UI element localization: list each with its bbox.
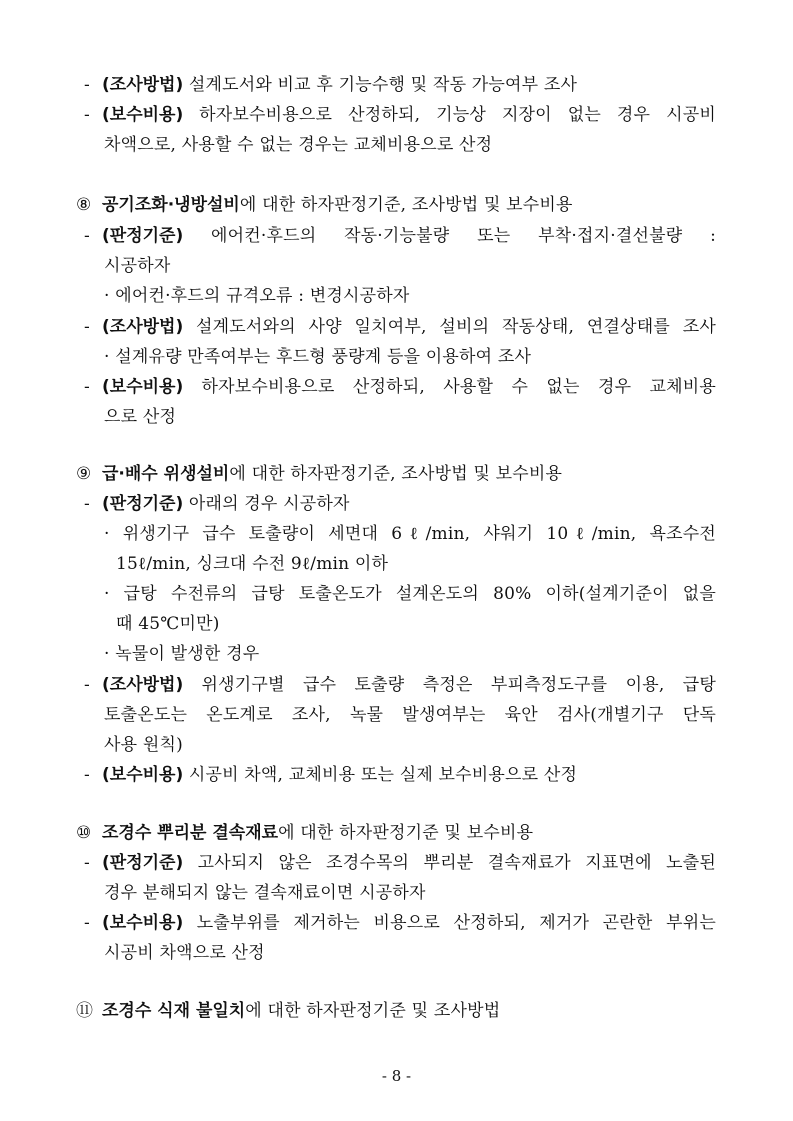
- cost-item: - (보수비용) 하자보수비용으로 산정하되, 기능상 지장이 없는 경우 시공비: [84, 105, 716, 125]
- bullet-item-continuation: 때 45℃미만): [116, 614, 220, 634]
- criteria-item-continuation: 경우 분해되지 않는 결속재료이면 시공하자: [104, 883, 426, 903]
- cost-item: - (보수비용) 시공비 차액, 교체비용 또는 실제 보수비용으로 산정: [84, 765, 578, 785]
- cost-item-continuation: 으로 산정: [104, 407, 177, 427]
- cost-item: - (보수비용) 노출부위를 제거하는 비용으로 산정하되, 제거가 곤란한 부위는: [84, 913, 716, 933]
- bullet-item: · 에어컨·후드의 규격오류 : 변경시공하자: [104, 286, 410, 306]
- bullet-item: · 설계유량 만족여부는 후드형 풍량계 등을 이용하여 조사: [104, 347, 532, 367]
- criteria-item: - (판정기준) 고사되지 않은 조경수목의 뿌리분 결속재료가 지표면에 노출된: [84, 853, 716, 873]
- bullet-item-continuation: 15ℓ/min, 싱크대 수전 9ℓ/min 이하: [116, 554, 389, 574]
- method-item: - (조사방법) 위생기구별 급수 토출량 측정은 부피측정도구를 이용, 급탕: [84, 675, 716, 695]
- criteria-item-continuation: 시공하자: [104, 256, 171, 276]
- method-item: - (조사방법) 설계도서와의 사양 일치여부, 설비의 작동상태, 연결상태를 조사: [84, 317, 716, 337]
- criteria-item: - (판정기준) 아래의 경우 시공하자: [84, 494, 350, 514]
- section-heading-8: ⑧ 공기조화·냉방설비에 대한 하자판정기준, 조사방법 및 보수비용: [76, 195, 573, 215]
- bullet-item: · 급탕 수전류의 급탕 토출온도가 설계온도의 80% 이하(설계기준이 없을: [104, 584, 716, 604]
- section-heading-9: ⑨ 급·배수 위생설비에 대한 하자판정기준, 조사방법 및 보수비용: [76, 464, 563, 484]
- bullet-item: · 위생기구 급수 토출량이 세면대 6ℓ/min, 샤워기 10ℓ/min, 욕조수전: [104, 524, 716, 544]
- bullet-item: · 녹물이 발생한 경우: [104, 644, 260, 664]
- section-heading-11: ⑪ 조경수 식재 불일치에 대한 하자판정기준 및 조사방법: [76, 1001, 501, 1021]
- page-number: - 8 -: [381, 1067, 412, 1085]
- method-item-continuation: 사용 원칙): [104, 735, 183, 755]
- cost-item: - (보수비용) 하자보수비용으로 산정하되, 사용할 수 없는 경우 교체비용: [84, 377, 716, 397]
- criteria-item: - (판정기준) 에어컨·후드의 작동·기능불량 또는 부착·접지·결선불량 :: [84, 226, 716, 246]
- cost-item-continuation: 차액으로, 사용할 수 없는 경우는 교체비용으로 산정: [104, 135, 493, 155]
- method-item: - (조사방법) 설계도서와 비교 후 기능수행 및 작동 가능여부 조사: [84, 75, 578, 95]
- section-heading-10: ⑩ 조경수 뿌리분 결속재료에 대한 하자판정기준 및 보수비용: [76, 823, 534, 843]
- cost-item-continuation: 시공비 차액으로 산정: [104, 943, 265, 963]
- method-item-continuation: 토출온도는 온도계로 조사, 녹물 발생여부는 육안 검사(개별기구 단독: [104, 705, 716, 725]
